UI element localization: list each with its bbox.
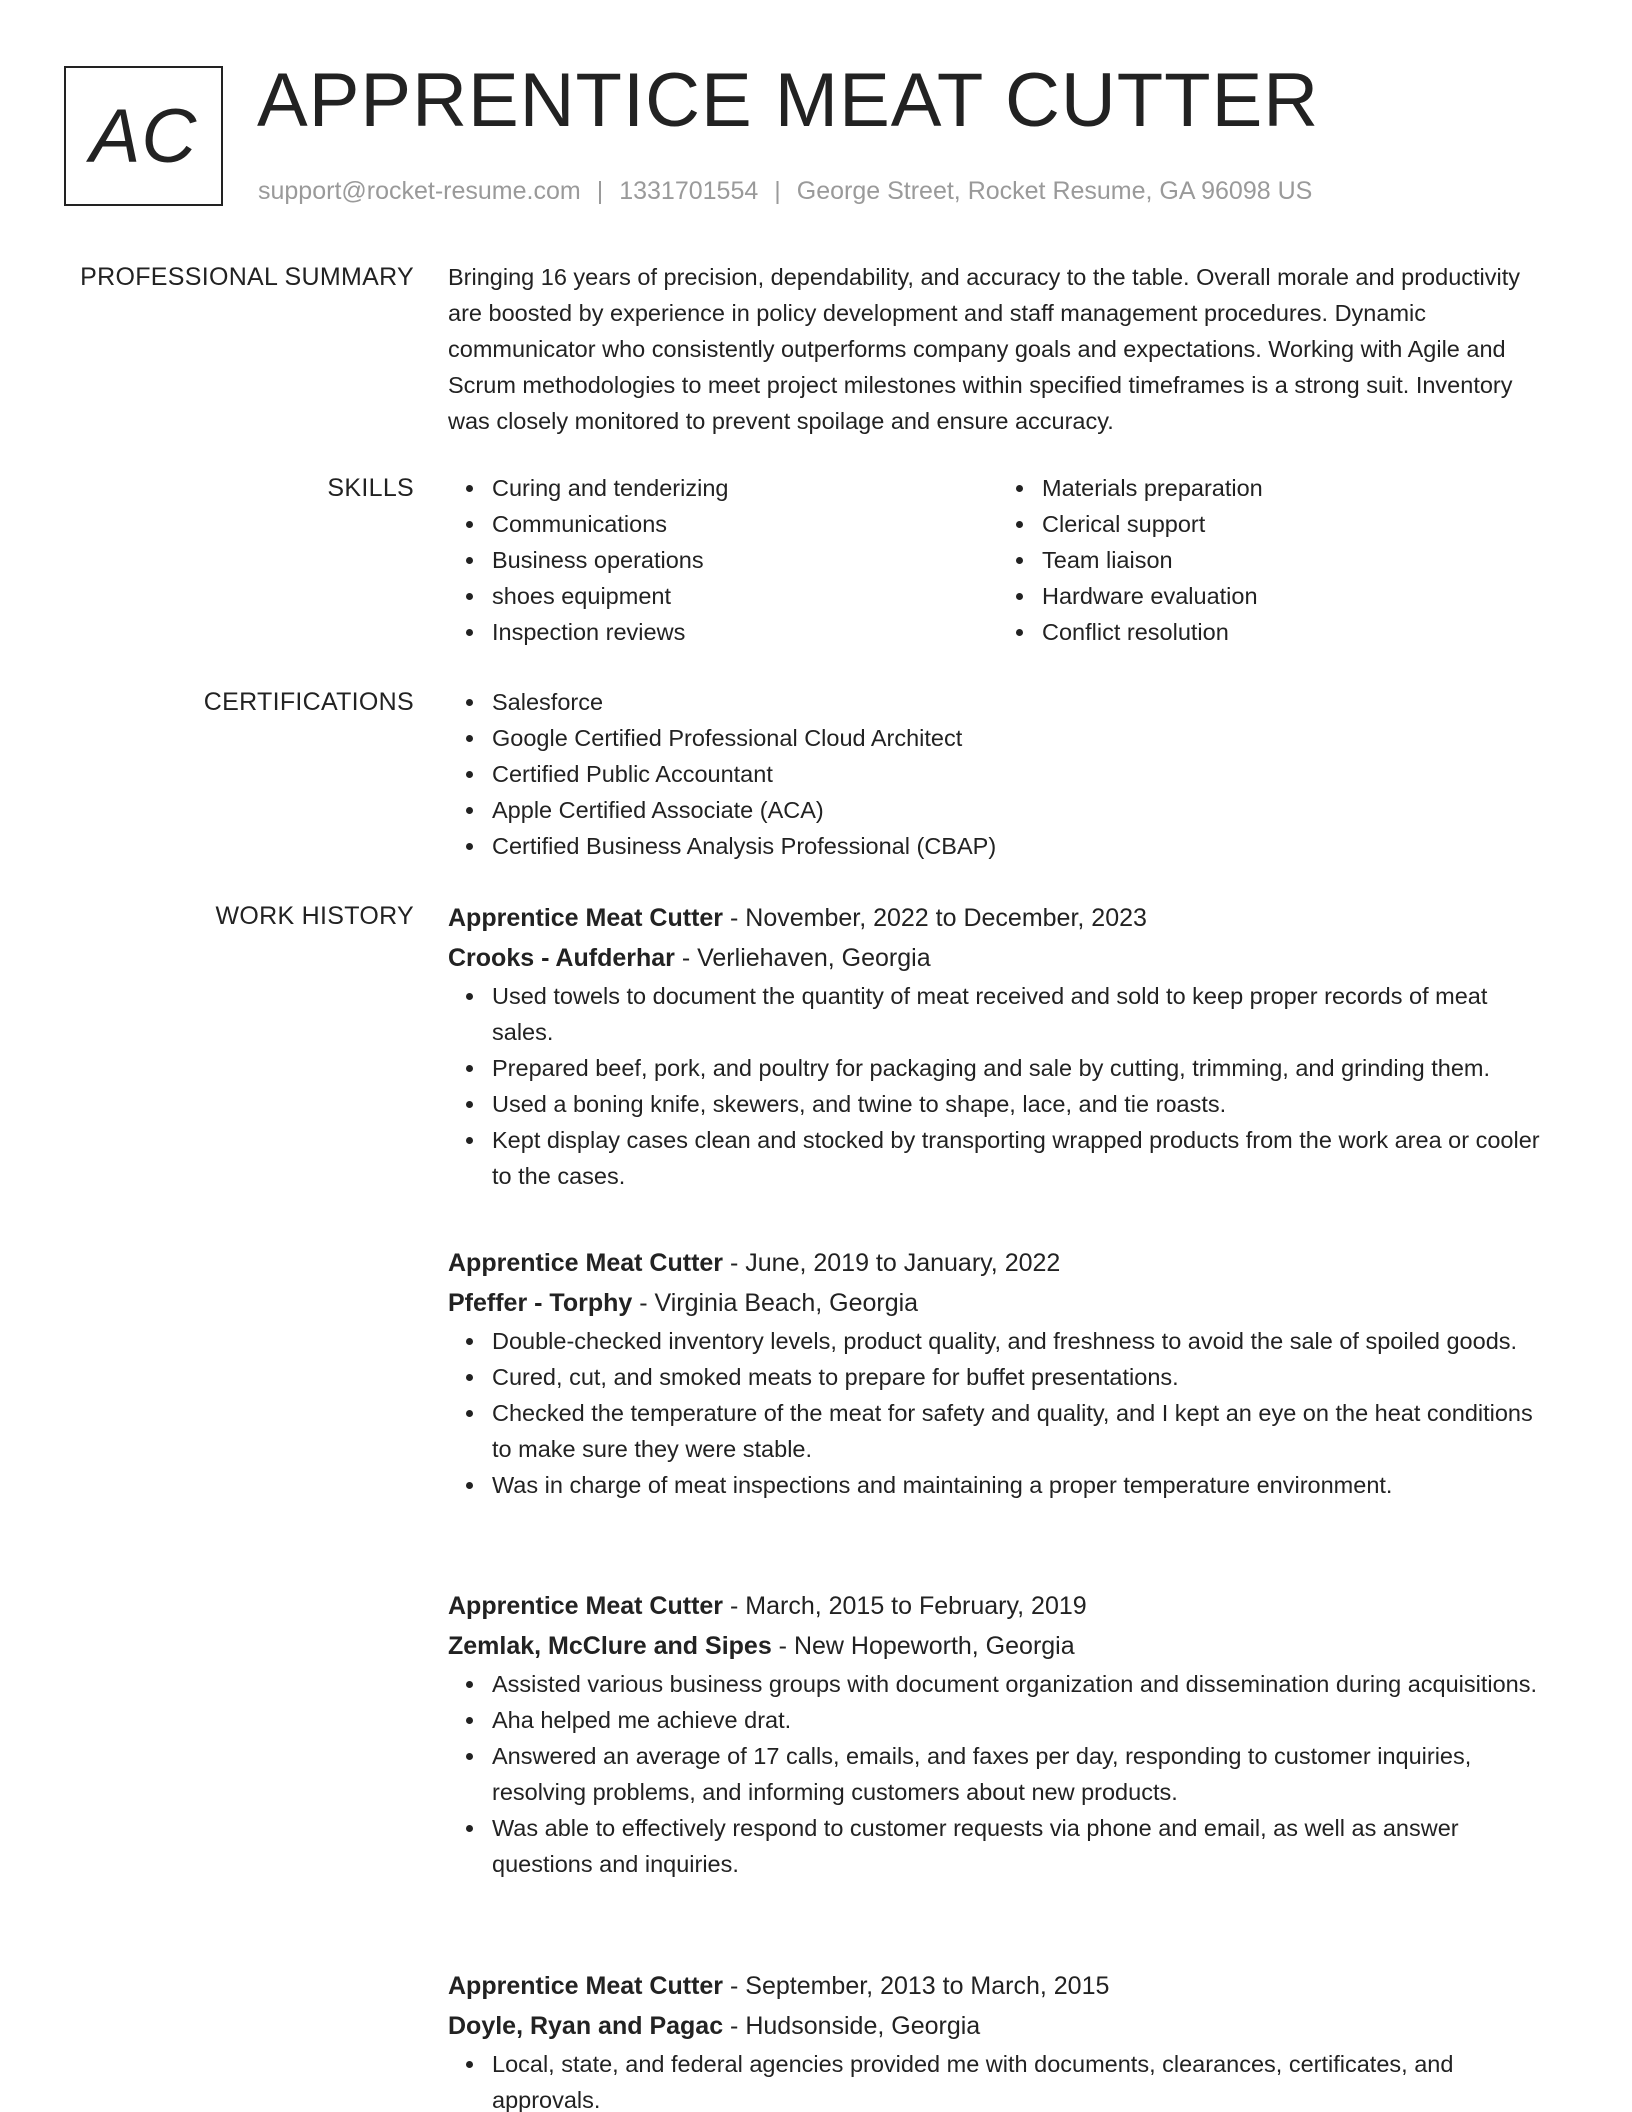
job-bullet: Used towels to document the quantity of meat received and sold to keep proper records of meat sales. bbox=[492, 978, 1548, 1050]
job-bullet: Double-checked inventory levels, product quality, and freshness to avoid the sale of spoiled goods. bbox=[492, 1323, 1548, 1359]
job-title: Apprentice Meat Cutter bbox=[448, 1972, 724, 2000]
job-dates: September, 2013 to March, 2015 bbox=[745, 1972, 1110, 2000]
certification-item: Salesforce bbox=[492, 684, 1548, 720]
section-label-summary: PROFESSIONAL SUMMARY bbox=[80, 263, 414, 291]
job-bullet: Checked the temperature of the meat for safety and quality, and I kept an eye on the heat conditions to make sure they were stable. bbox=[492, 1395, 1548, 1467]
skills-list-right bbox=[998, 470, 1548, 650]
job-bullet: Assisted various business groups with document organization and dissemination during acquisitions. bbox=[492, 1666, 1548, 1702]
job-company: Crooks - Aufderhar bbox=[448, 944, 675, 972]
skill-item: shoes equipment bbox=[492, 578, 998, 614]
skill-item: Business operations bbox=[492, 542, 998, 578]
job-title-line bbox=[448, 1243, 1548, 1283]
job-dates: March, 2015 to February, 2019 bbox=[745, 1592, 1087, 1620]
job-bullet: Answered an average of 17 calls, emails, and faxes per day, responding to customer inquiries, resolving problems, and informing customers about new products. bbox=[492, 1738, 1548, 1810]
contact-separator: | bbox=[596, 177, 604, 205]
job-entry bbox=[448, 1243, 1548, 1503]
job-dash: - bbox=[723, 1592, 746, 1620]
section-label-work-history: WORK HISTORY bbox=[215, 902, 414, 930]
job-location: Virginia Beach, Georgia bbox=[654, 1289, 919, 1317]
job-title-line bbox=[448, 1586, 1548, 1626]
certifications-list bbox=[448, 684, 1548, 864]
job-location: Verliehaven, Georgia bbox=[697, 944, 931, 972]
job-bullet: Was able to effectively respond to customer requests via phone and email, as well as answer questions and inquiries. bbox=[492, 1810, 1548, 1882]
job-company: Doyle, Ryan and Pagac bbox=[448, 2012, 724, 2040]
certification-item: Certified Business Analysis Professional (CBAP) bbox=[492, 828, 1548, 864]
certifications-body bbox=[448, 684, 1548, 864]
job-dash: - bbox=[723, 1249, 746, 1277]
certification-item: Apple Certified Associate (ACA) bbox=[492, 792, 1548, 828]
job-dash: - bbox=[723, 904, 746, 932]
job-company-line bbox=[448, 1283, 1548, 1323]
job-title: Apprentice Meat Cutter bbox=[448, 904, 724, 932]
job-location: New Hopeworth, Georgia bbox=[793, 1632, 1075, 1660]
certification-item: Certified Public Accountant bbox=[492, 756, 1548, 792]
skill-item: Conflict resolution bbox=[1042, 614, 1548, 650]
skill-item: Inspection reviews bbox=[492, 614, 998, 650]
certification-item: Google Certified Professional Cloud Architect bbox=[492, 720, 1548, 756]
contact-email: support@rocket-resume.com bbox=[258, 177, 581, 205]
job-company: Pfeffer - Torphy bbox=[448, 1289, 633, 1317]
skill-item: Materials preparation bbox=[1042, 470, 1548, 506]
job-company-line bbox=[448, 1626, 1548, 1666]
job-location: Hudsonside, Georgia bbox=[745, 2012, 981, 2040]
skill-item: Communications bbox=[492, 506, 998, 542]
job-company-line bbox=[448, 2006, 1548, 2046]
job-bullets bbox=[448, 2046, 1548, 2112]
job-entry bbox=[448, 1586, 1548, 1882]
job-company-line bbox=[448, 938, 1548, 978]
skill-item: Hardware evaluation bbox=[1042, 578, 1548, 614]
monogram-logo: AC bbox=[64, 66, 223, 206]
job-dates: June, 2019 to January, 2022 bbox=[745, 1249, 1061, 1277]
summary-text: Bringing 16 years of precision, dependability, and accuracy to the table. Overall morale and productivity are boosted by experience in policy development and staff management procedures. Dynamic communicator who consistently outperforms company goals and expectations. Working with Agile and Scrum methodologies to meet project milestones within specified timeframes is a strong suit. Inventory was closely monitored to prevent spoilage and ensure accuracy. bbox=[448, 264, 1521, 434]
job-bullet: Used a boning knife, skewers, and twine to shape, lace, and tie roasts. bbox=[492, 1086, 1548, 1122]
skill-item: Team liaison bbox=[1042, 542, 1548, 578]
job-bullet: Aha helped me achieve drat. bbox=[492, 1702, 1548, 1738]
skills-grid bbox=[448, 470, 1548, 650]
job-dash: - bbox=[771, 1632, 794, 1660]
job-bullet: Kept display cases clean and stocked by transporting wrapped products from the work area or cooler to the cases. bbox=[492, 1122, 1548, 1194]
job-title-line bbox=[448, 898, 1548, 938]
contact-separator: | bbox=[774, 177, 781, 205]
job-dash: - bbox=[723, 2012, 746, 2040]
job-entry bbox=[448, 1966, 1548, 2112]
skill-item: Curing and tenderizing bbox=[492, 470, 998, 506]
contact-line bbox=[258, 174, 1312, 208]
job-dash: - bbox=[723, 1972, 746, 2000]
job-dash: - bbox=[632, 1289, 655, 1317]
job-bullet: Cured, cut, and smoked meats to prepare for buffet presentations. bbox=[492, 1359, 1548, 1395]
job-bullet: Prepared beef, pork, and poultry for packaging and sale by cutting, trimming, and grinding them. bbox=[492, 1050, 1548, 1086]
job-dash: - bbox=[674, 944, 698, 972]
job-title-line bbox=[448, 1966, 1548, 2006]
job-bullets bbox=[448, 1666, 1548, 1882]
skill-item: Clerical support bbox=[1042, 506, 1548, 542]
job-bullets bbox=[448, 978, 1548, 1194]
job-bullet: Local, state, and federal agencies provided me with documents, clearances, certificates, and approvals. bbox=[492, 2046, 1548, 2112]
job-title: Apprentice Meat Cutter bbox=[448, 1249, 724, 1277]
contact-phone: 1331701554 bbox=[619, 177, 759, 205]
contact-address: George Street, Rocket Resume, GA 96098 US bbox=[796, 177, 1313, 205]
skills-column-left bbox=[448, 470, 998, 650]
section-label-certifications: CERTIFICATIONS bbox=[203, 688, 414, 716]
skills-column-right bbox=[998, 470, 1548, 650]
section-label-skills: SKILLS bbox=[327, 474, 414, 502]
job-bullets bbox=[448, 1323, 1548, 1503]
job-entry bbox=[448, 898, 1548, 1194]
skills-list-left bbox=[448, 470, 998, 650]
job-dates: November, 2022 to December, 2023 bbox=[745, 904, 1147, 932]
job-title: Apprentice Meat Cutter bbox=[448, 1592, 724, 1620]
job-company: Zemlak, McClure and Sipes bbox=[448, 1632, 772, 1660]
job-bullet: Was in charge of meat inspections and maintaining a proper temperature environment. bbox=[492, 1467, 1548, 1503]
page-title: APPRENTICE MEAT CUTTER bbox=[257, 58, 1320, 143]
